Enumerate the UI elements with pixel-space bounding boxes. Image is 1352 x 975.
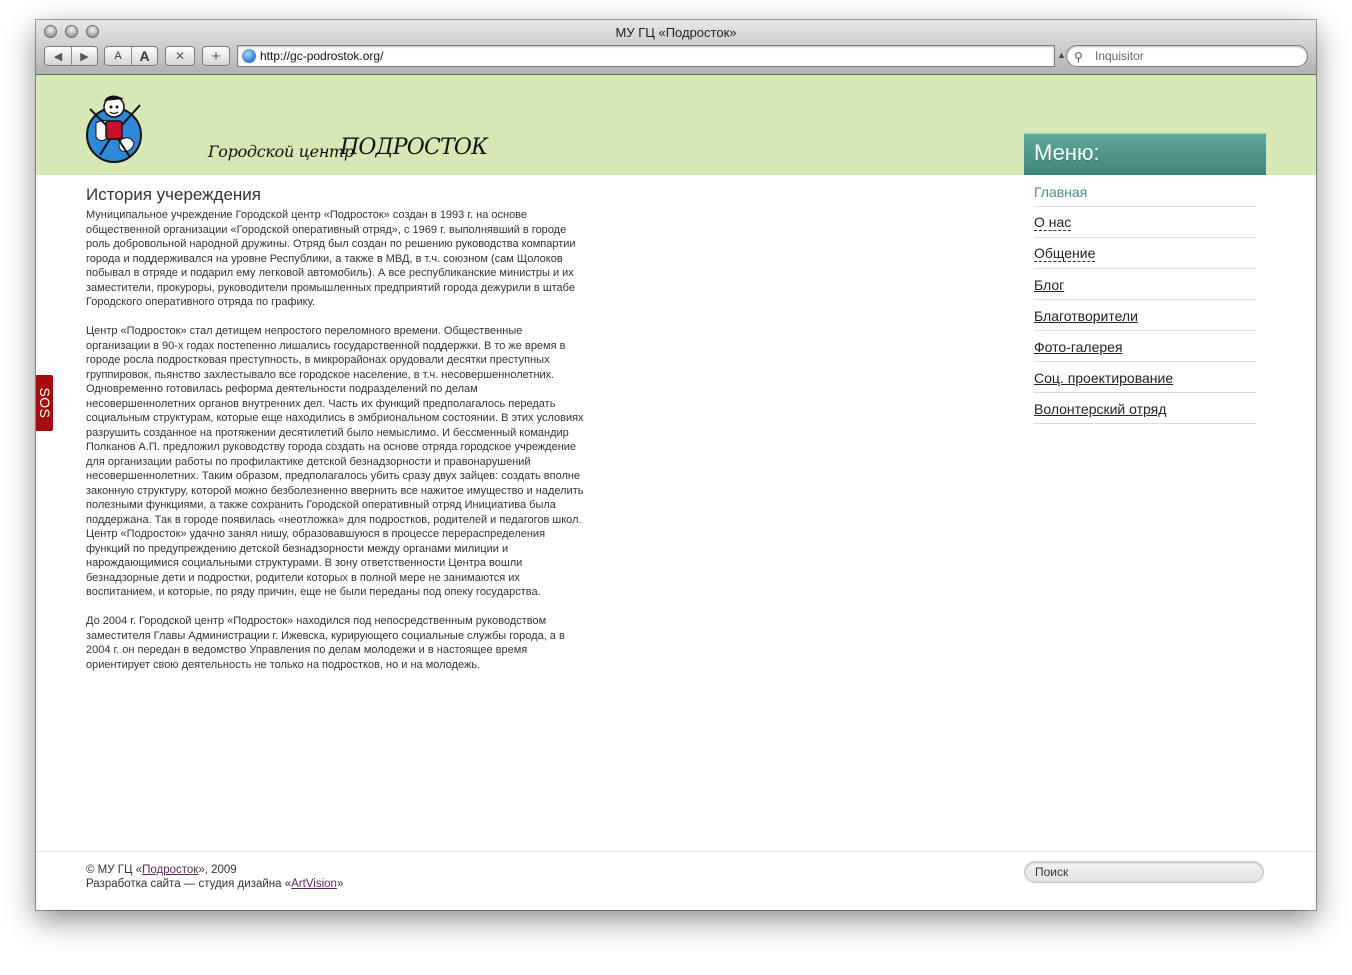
window-title: МУ ГЦ «Подросток»	[615, 25, 737, 40]
copyright-link[interactable]: Подросток	[142, 864, 199, 876]
developer-line	[86, 877, 343, 891]
site-header	[36, 75, 1316, 175]
back-arrow-icon: ◀	[53, 50, 63, 63]
browser-search-placeholder: Inquisitor	[1095, 49, 1144, 63]
forward-button[interactable]	[71, 47, 97, 65]
browser-window	[36, 20, 1316, 910]
menu-item-blog[interactable]	[1034, 269, 1256, 300]
menu-header	[1024, 133, 1266, 175]
developer-link[interactable]: ArtVision	[291, 878, 337, 890]
logo-text-line2: ПОДРОСТОК	[340, 135, 488, 160]
menu-item-about[interactable]	[1034, 207, 1256, 238]
site-logo[interactable]	[84, 83, 488, 168]
site-search-placeholder: Поиск	[1035, 865, 1069, 879]
menu-item-social-design[interactable]	[1034, 362, 1256, 393]
article-title: История учереждения	[86, 185, 262, 204]
stop-button-group	[165, 46, 195, 66]
copyright-line	[86, 863, 343, 877]
menu-title: Меню:	[1034, 140, 1100, 165]
article-paragraph: Центр «Подросток» стал детищем непростого переломного времени. Общественные организации в 90-х годах постепенно лишались государственной поддержки. В то же время в городе росла подростковая преступность, в микрорайонах орудовали десятки преступных группировок, пьянство захлестывало все городское население, в т.ч. несовершеннолетних. Одновременно готовилась реформа деятельности подразделений по делам несовершеннолетних органов внутренних дел. Часть их функций предполагалось передать социальным структурам, которые еще находились в эмбриональном состоянии. В этих условиях разрушить созданное на протяжении десятилетий было немыслимо. И бессменный командир Полканов А.П. предложил руководству города создать на основе отряда городское учреждение для организации работы по профилактике детской безнадзорности и правонарушений несовершеннолетних. Таким образом, предполагалось убить сразу двух зайцев: создать вполне законную структуру, которой можно безболезненно ввернить все нажитое имущество и наделить полезными функциями, а также сохранить Городской оперативный отряд Инициатива была поддержана. Так в городе появилась «неотложка» для подростков, родителей и педагогов школ. Центр «Подросток» удачно занял нишу, образовавшуюся в процессе перераспределения функций по предупреждению детской безнадзорности между органами милиции и нарождающимися социальными структурами. В зону ответственности Центра вошли безнадзорные дети и подростки, родители которых в полной мере не занимаются их воспитанием, и которые, по ряду причин, еще не были переданы под опеку государства.	[86, 325, 584, 598]
article-paragraph: Муниципальное учреждение Городской центр «Подросток» создан в 1993 г. на основе общественной организации «Городской оперативный отряд», с 1969 г. выполнявший в городе роль добровольной народной дружины. Отряд был создан по решению руководства компартии города и поддерживался на уровне Республики, а также в МВД, в т.ч. союзном (сам Щолоков побывал в отряде и подарил ему легковой автомобиль). А все республиканские министры и их заместители, прокуроры, руководители промышленных предприятий города дежурили в штабе Городского оперативного отряда по графику.	[86, 209, 576, 308]
nav-buttons	[44, 46, 98, 66]
back-button[interactable]	[45, 47, 71, 65]
copyright-suffix: », 2009	[198, 864, 237, 876]
sos-button[interactable]	[36, 375, 53, 431]
developer-suffix: »	[336, 878, 344, 890]
menu-item-home[interactable]	[1034, 176, 1256, 207]
stop-icon[interactable]: ✕	[174, 49, 186, 63]
footer-divider	[36, 851, 1316, 852]
developer-prefix: Разработка сайта — студия дизайна «	[86, 878, 292, 890]
mascot-globe-icon	[84, 83, 204, 168]
site-search-input[interactable]	[1024, 861, 1264, 883]
browser-toolbar	[36, 20, 1316, 75]
menu-item-label[interactable]: Общение	[1034, 245, 1096, 261]
browser-search-field[interactable]	[1066, 45, 1308, 67]
menu-item-label[interactable]: Волонтерский отряд	[1034, 401, 1167, 417]
menu-item-label[interactable]: Благотворители	[1034, 308, 1138, 324]
globe-icon	[242, 49, 256, 63]
add-bookmark-button[interactable]: +	[211, 47, 221, 65]
menu-item-label[interactable]: О нас	[1034, 214, 1072, 230]
forward-arrow-icon: ▶	[80, 50, 89, 63]
menu-item-label[interactable]: Соц. проектирование	[1034, 370, 1174, 386]
menu-item-label[interactable]: Главная	[1034, 184, 1088, 200]
menu-item-label[interactable]: Фото-галерея	[1034, 339, 1123, 355]
web-page	[36, 75, 1316, 910]
menu-item-label[interactable]: Блог	[1034, 277, 1065, 293]
menu-item-sponsors[interactable]	[1034, 300, 1256, 331]
article-paragraph: До 2004 г. Городской центр «Подросток» находился под непосредственным руководством заместителя Главы Администрации г. Ижевска, курирующего социальные службы города, а в 2004 г. он передан в ведомство Управления по делам молодежи и в настоящее время ориентирует свою деятельность не только на подростков, но и на молодежь.	[86, 615, 565, 671]
sos-label: SOS	[37, 387, 53, 419]
main-menu	[1034, 176, 1256, 424]
text-bigger-button[interactable]: A	[131, 47, 157, 65]
add-bookmark-group	[202, 46, 230, 66]
search-icon: ⚲	[1074, 50, 1083, 64]
address-dropdown-icon[interactable]: ▲	[1057, 50, 1066, 60]
menu-item-communication[interactable]	[1034, 238, 1256, 269]
article	[86, 185, 586, 687]
text-size-buttons	[104, 46, 158, 66]
menu-item-volunteers[interactable]	[1034, 393, 1256, 424]
text-smaller-button[interactable]: A	[114, 50, 122, 62]
logo-text-line1: Городской центр	[208, 142, 354, 161]
menu-item-photo-gallery[interactable]	[1034, 331, 1256, 362]
copyright-prefix: © МУ ГЦ «	[86, 864, 143, 876]
address-bar[interactable]	[237, 45, 1055, 67]
url-text: http://gc-podrostok.org/	[260, 49, 384, 63]
footer	[86, 863, 343, 891]
